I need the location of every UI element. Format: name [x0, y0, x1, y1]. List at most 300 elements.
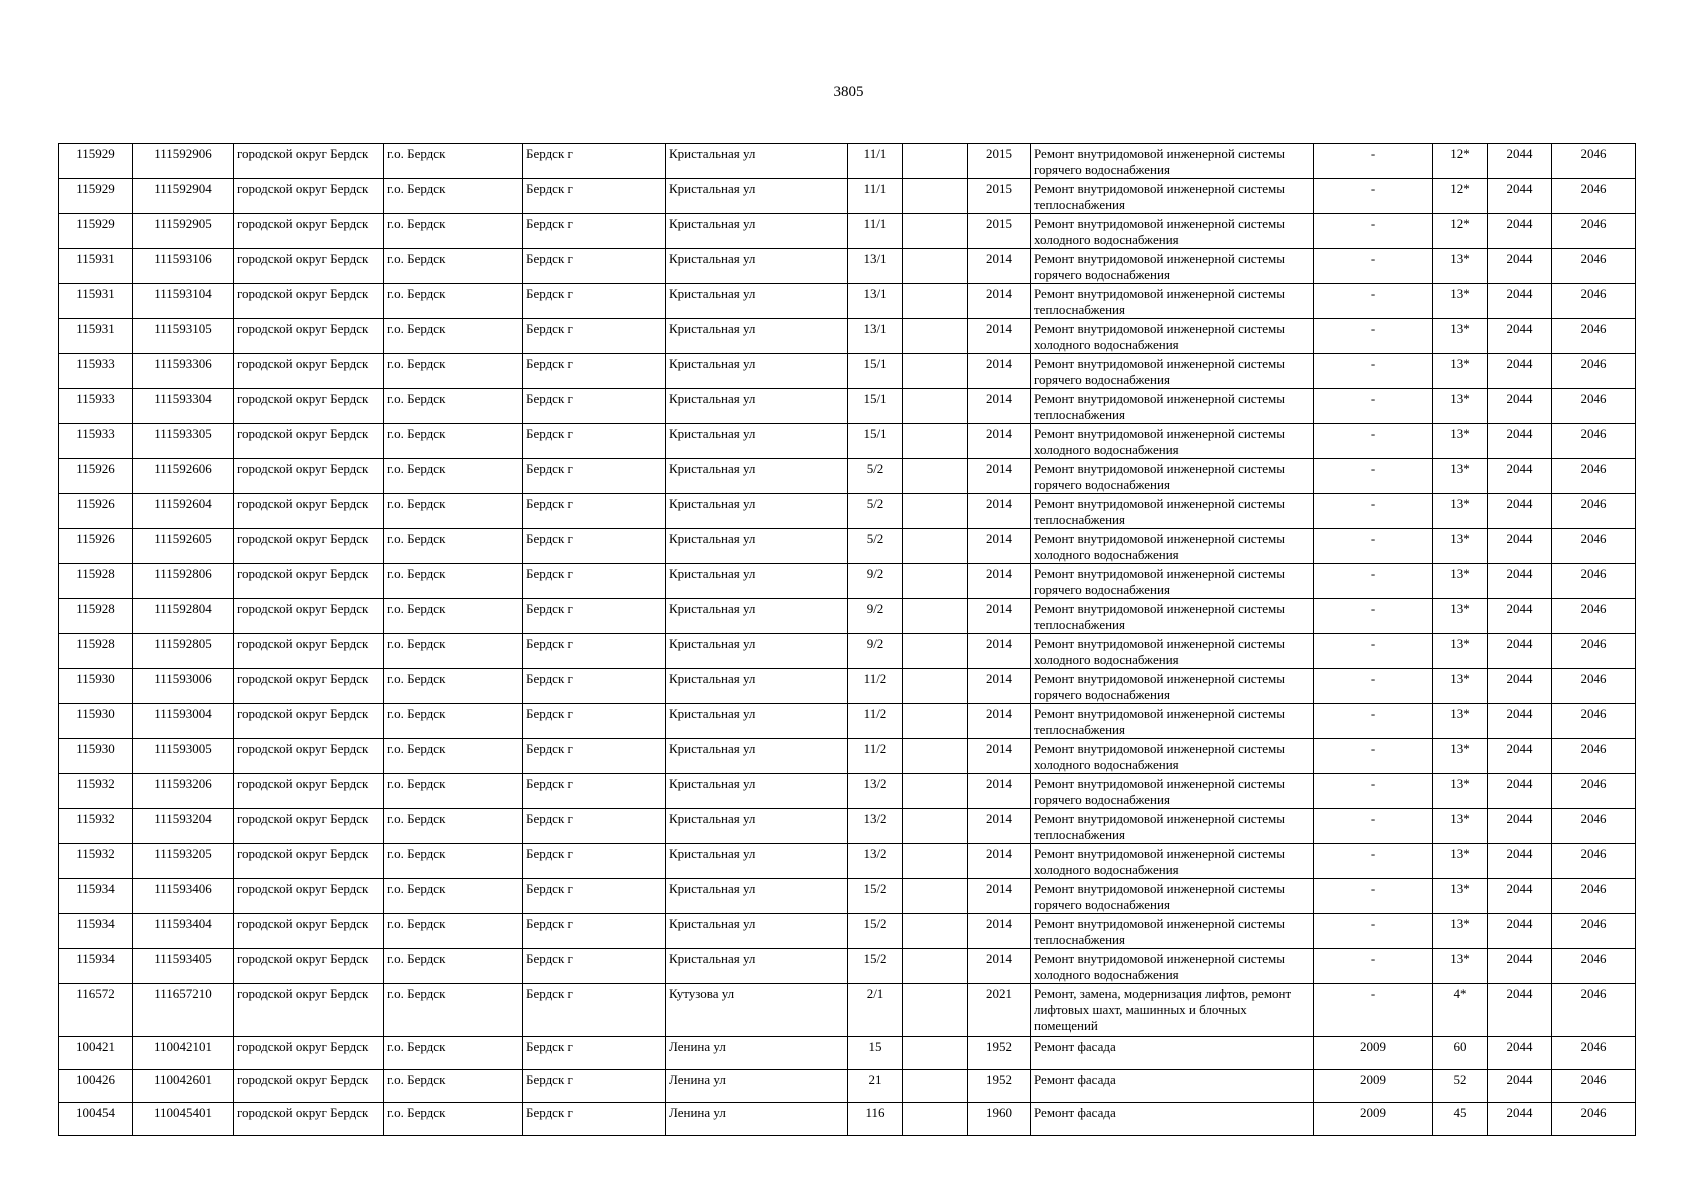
district-cell: г.о. Бердск	[384, 599, 523, 634]
house-number-cell: 5/2	[848, 459, 903, 494]
street-cell: Кристальная ул	[666, 319, 848, 354]
empty-cell	[903, 669, 968, 704]
build-year-cell: 2014	[968, 319, 1031, 354]
table-row	[59, 214, 1636, 249]
wear-cell: 13*	[1433, 494, 1488, 529]
table-row	[59, 284, 1636, 319]
end-year-cell: 2046	[1552, 319, 1636, 354]
object-id-cell: 111592604	[133, 494, 234, 529]
empty-cell	[903, 319, 968, 354]
empty-cell	[903, 564, 968, 599]
house-number-cell: 15/1	[848, 424, 903, 459]
work-type-cell: Ремонт внутридомовой инженерной системы теплоснабжения	[1031, 389, 1314, 424]
district-cell: г.о. Бердск	[384, 914, 523, 949]
last-repair-year-cell: -	[1314, 739, 1433, 774]
house-number-cell: 5/2	[848, 494, 903, 529]
wear-cell: 13*	[1433, 949, 1488, 984]
settlement-cell: Бердск г	[523, 354, 666, 389]
table-body	[59, 144, 1636, 1136]
record-id-cell: 115929	[59, 214, 133, 249]
start-year-cell: 2044	[1488, 179, 1552, 214]
record-id-cell: 115926	[59, 529, 133, 564]
municipality-cell: городской округ Бердск	[234, 774, 384, 809]
object-id-cell: 111593206	[133, 774, 234, 809]
repair-schedule-table	[58, 143, 1636, 1136]
end-year-cell: 2046	[1552, 1037, 1636, 1070]
empty-cell	[903, 774, 968, 809]
object-id-cell: 111593006	[133, 669, 234, 704]
district-cell: г.о. Бердск	[384, 1037, 523, 1070]
street-cell: Кристальная ул	[666, 284, 848, 319]
start-year-cell: 2044	[1488, 214, 1552, 249]
wear-cell: 13*	[1433, 389, 1488, 424]
empty-cell	[903, 739, 968, 774]
end-year-cell: 2046	[1552, 459, 1636, 494]
work-type-cell: Ремонт внутридомовой инженерной системы теплоснабжения	[1031, 494, 1314, 529]
object-id-cell: 111593005	[133, 739, 234, 774]
end-year-cell: 2046	[1552, 704, 1636, 739]
start-year-cell: 2044	[1488, 984, 1552, 1037]
street-cell: Кристальная ул	[666, 774, 848, 809]
settlement-cell: Бердск г	[523, 599, 666, 634]
object-id-cell: 110042101	[133, 1037, 234, 1070]
house-number-cell: 13/2	[848, 844, 903, 879]
municipality-cell: городской округ Бердск	[234, 984, 384, 1037]
wear-cell: 13*	[1433, 599, 1488, 634]
table-row	[59, 529, 1636, 564]
object-id-cell: 111593106	[133, 249, 234, 284]
work-type-cell: Ремонт фасада	[1031, 1037, 1314, 1070]
settlement-cell: Бердск г	[523, 844, 666, 879]
start-year-cell: 2044	[1488, 844, 1552, 879]
street-cell: Кристальная ул	[666, 669, 848, 704]
district-cell: г.о. Бердск	[384, 739, 523, 774]
work-type-cell: Ремонт внутридомовой инженерной системы теплоснабжения	[1031, 704, 1314, 739]
house-number-cell: 5/2	[848, 529, 903, 564]
build-year-cell: 2014	[968, 354, 1031, 389]
wear-cell: 13*	[1433, 459, 1488, 494]
build-year-cell: 2014	[968, 634, 1031, 669]
end-year-cell: 2046	[1552, 634, 1636, 669]
end-year-cell: 2046	[1552, 809, 1636, 844]
table-row	[59, 424, 1636, 459]
end-year-cell: 2046	[1552, 179, 1636, 214]
record-id-cell: 115928	[59, 564, 133, 599]
street-cell: Кристальная ул	[666, 354, 848, 389]
wear-cell: 13*	[1433, 249, 1488, 284]
start-year-cell: 2044	[1488, 879, 1552, 914]
build-year-cell: 2014	[968, 389, 1031, 424]
object-id-cell: 110045401	[133, 1103, 234, 1136]
empty-cell	[903, 1103, 968, 1136]
table-row	[59, 669, 1636, 704]
record-id-cell: 115934	[59, 879, 133, 914]
last-repair-year-cell: -	[1314, 599, 1433, 634]
settlement-cell: Бердск г	[523, 389, 666, 424]
work-type-cell: Ремонт внутридомовой инженерной системы холодного водоснабжения	[1031, 214, 1314, 249]
district-cell: г.о. Бердск	[384, 1103, 523, 1136]
start-year-cell: 2044	[1488, 284, 1552, 319]
work-type-cell: Ремонт внутридомовой инженерной системы горячего водоснабжения	[1031, 879, 1314, 914]
end-year-cell: 2046	[1552, 669, 1636, 704]
work-type-cell: Ремонт внутридомовой инженерной системы горячего водоснабжения	[1031, 669, 1314, 704]
start-year-cell: 2044	[1488, 739, 1552, 774]
municipality-cell: городской округ Бердск	[234, 529, 384, 564]
street-cell: Кристальная ул	[666, 389, 848, 424]
object-id-cell: 110042601	[133, 1070, 234, 1103]
house-number-cell: 9/2	[848, 634, 903, 669]
street-cell: Ленина ул	[666, 1103, 848, 1136]
street-cell: Кристальная ул	[666, 949, 848, 984]
settlement-cell: Бердск г	[523, 1103, 666, 1136]
build-year-cell: 2014	[968, 284, 1031, 319]
district-cell: г.о. Бердск	[384, 1070, 523, 1103]
municipality-cell: городской округ Бердск	[234, 844, 384, 879]
work-type-cell: Ремонт внутридомовой инженерной системы холодного водоснабжения	[1031, 424, 1314, 459]
object-id-cell: 111593406	[133, 879, 234, 914]
page-number: 3805	[833, 84, 864, 100]
work-type-cell: Ремонт фасада	[1031, 1103, 1314, 1136]
build-year-cell: 2014	[968, 809, 1031, 844]
table-row	[59, 494, 1636, 529]
object-id-cell: 111593306	[133, 354, 234, 389]
last-repair-year-cell: -	[1314, 774, 1433, 809]
empty-cell	[903, 214, 968, 249]
wear-cell: 13*	[1433, 424, 1488, 459]
build-year-cell: 2014	[968, 249, 1031, 284]
table-row	[59, 739, 1636, 774]
wear-cell: 13*	[1433, 284, 1488, 319]
settlement-cell: Бердск г	[523, 739, 666, 774]
start-year-cell: 2044	[1488, 704, 1552, 739]
settlement-cell: Бердск г	[523, 949, 666, 984]
municipality-cell: городской округ Бердск	[234, 1103, 384, 1136]
record-id-cell: 115930	[59, 739, 133, 774]
wear-cell: 60	[1433, 1037, 1488, 1070]
table-row	[59, 389, 1636, 424]
table-row	[59, 634, 1636, 669]
end-year-cell: 2046	[1552, 284, 1636, 319]
wear-cell: 13*	[1433, 739, 1488, 774]
street-cell: Кристальная ул	[666, 739, 848, 774]
start-year-cell: 2044	[1488, 669, 1552, 704]
street-cell: Кристальная ул	[666, 599, 848, 634]
record-id-cell: 115932	[59, 844, 133, 879]
empty-cell	[903, 599, 968, 634]
work-type-cell: Ремонт внутридомовой инженерной системы горячего водоснабжения	[1031, 144, 1314, 179]
end-year-cell: 2046	[1552, 844, 1636, 879]
house-number-cell: 13/2	[848, 809, 903, 844]
table-row	[59, 564, 1636, 599]
record-id-cell: 115926	[59, 494, 133, 529]
table-row	[59, 249, 1636, 284]
municipality-cell: городской округ Бердск	[234, 1070, 384, 1103]
start-year-cell: 2044	[1488, 1037, 1552, 1070]
start-year-cell: 2044	[1488, 634, 1552, 669]
start-year-cell: 2044	[1488, 354, 1552, 389]
street-cell: Кристальная ул	[666, 914, 848, 949]
district-cell: г.о. Бердск	[384, 809, 523, 844]
district-cell: г.о. Бердск	[384, 144, 523, 179]
municipality-cell: городской округ Бердск	[234, 704, 384, 739]
start-year-cell: 2044	[1488, 1070, 1552, 1103]
end-year-cell: 2046	[1552, 249, 1636, 284]
empty-cell	[903, 984, 968, 1037]
street-cell: Кристальная ул	[666, 494, 848, 529]
last-repair-year-cell: -	[1314, 704, 1433, 739]
house-number-cell: 2/1	[848, 984, 903, 1037]
last-repair-year-cell: -	[1314, 214, 1433, 249]
last-repair-year-cell: 2009	[1314, 1103, 1433, 1136]
house-number-cell: 15	[848, 1037, 903, 1070]
municipality-cell: городской округ Бердск	[234, 319, 384, 354]
last-repair-year-cell: -	[1314, 249, 1433, 284]
empty-cell	[903, 809, 968, 844]
empty-cell	[903, 144, 968, 179]
record-id-cell: 115929	[59, 144, 133, 179]
table-row	[59, 914, 1636, 949]
work-type-cell: Ремонт внутридомовой инженерной системы горячего водоснабжения	[1031, 564, 1314, 599]
table-row	[59, 949, 1636, 984]
record-id-cell: 100426	[59, 1070, 133, 1103]
municipality-cell: городской округ Бердск	[234, 599, 384, 634]
municipality-cell: городской округ Бердск	[234, 144, 384, 179]
settlement-cell: Бердск г	[523, 914, 666, 949]
end-year-cell: 2046	[1552, 774, 1636, 809]
settlement-cell: Бердск г	[523, 214, 666, 249]
start-year-cell: 2044	[1488, 599, 1552, 634]
end-year-cell: 2046	[1552, 739, 1636, 774]
empty-cell	[903, 529, 968, 564]
build-year-cell: 1952	[968, 1070, 1031, 1103]
table-row	[59, 319, 1636, 354]
build-year-cell: 2015	[968, 179, 1031, 214]
wear-cell: 13*	[1433, 319, 1488, 354]
settlement-cell: Бердск г	[523, 1070, 666, 1103]
object-id-cell: 111592905	[133, 214, 234, 249]
empty-cell	[903, 494, 968, 529]
street-cell: Кутузова ул	[666, 984, 848, 1037]
end-year-cell: 2046	[1552, 984, 1636, 1037]
house-number-cell: 13/1	[848, 249, 903, 284]
record-id-cell: 115926	[59, 459, 133, 494]
municipality-cell: городской округ Бердск	[234, 389, 384, 424]
last-repair-year-cell: -	[1314, 319, 1433, 354]
record-id-cell: 115931	[59, 284, 133, 319]
empty-cell	[903, 704, 968, 739]
work-type-cell: Ремонт внутридомовой инженерной системы теплоснабжения	[1031, 599, 1314, 634]
build-year-cell: 2014	[968, 424, 1031, 459]
build-year-cell: 2014	[968, 599, 1031, 634]
object-id-cell: 111592904	[133, 179, 234, 214]
wear-cell: 13*	[1433, 914, 1488, 949]
start-year-cell: 2044	[1488, 319, 1552, 354]
build-year-cell: 2014	[968, 459, 1031, 494]
district-cell: г.о. Бердск	[384, 494, 523, 529]
municipality-cell: городской округ Бердск	[234, 424, 384, 459]
table-row	[59, 144, 1636, 179]
street-cell: Кристальная ул	[666, 844, 848, 879]
house-number-cell: 15/1	[848, 354, 903, 389]
work-type-cell: Ремонт внутридомовой инженерной системы холодного водоснабжения	[1031, 949, 1314, 984]
municipality-cell: городской округ Бердск	[234, 949, 384, 984]
house-number-cell: 21	[848, 1070, 903, 1103]
build-year-cell: 2014	[968, 494, 1031, 529]
end-year-cell: 2046	[1552, 389, 1636, 424]
empty-cell	[903, 354, 968, 389]
settlement-cell: Бердск г	[523, 459, 666, 494]
street-cell: Кристальная ул	[666, 529, 848, 564]
record-id-cell: 115933	[59, 389, 133, 424]
table-row	[59, 774, 1636, 809]
build-year-cell: 1952	[968, 1037, 1031, 1070]
wear-cell: 13*	[1433, 529, 1488, 564]
municipality-cell: городской округ Бердск	[234, 634, 384, 669]
municipality-cell: городской округ Бердск	[234, 564, 384, 599]
start-year-cell: 2044	[1488, 389, 1552, 424]
municipality-cell: городской округ Бердск	[234, 809, 384, 844]
house-number-cell: 13/2	[848, 774, 903, 809]
settlement-cell: Бердск г	[523, 704, 666, 739]
build-year-cell: 2014	[968, 669, 1031, 704]
street-cell: Ленина ул	[666, 1070, 848, 1103]
last-repair-year-cell: -	[1314, 809, 1433, 844]
empty-cell	[903, 179, 968, 214]
build-year-cell: 2014	[968, 879, 1031, 914]
build-year-cell: 2021	[968, 984, 1031, 1037]
last-repair-year-cell: -	[1314, 949, 1433, 984]
house-number-cell: 15/1	[848, 389, 903, 424]
municipality-cell: городской округ Бердск	[234, 354, 384, 389]
street-cell: Кристальная ул	[666, 249, 848, 284]
object-id-cell: 111657210	[133, 984, 234, 1037]
street-cell: Кристальная ул	[666, 144, 848, 179]
district-cell: г.о. Бердск	[384, 669, 523, 704]
start-year-cell: 2044	[1488, 949, 1552, 984]
last-repair-year-cell: 2009	[1314, 1070, 1433, 1103]
house-number-cell: 11/2	[848, 704, 903, 739]
table-row	[59, 704, 1636, 739]
end-year-cell: 2046	[1552, 914, 1636, 949]
settlement-cell: Бердск г	[523, 284, 666, 319]
end-year-cell: 2046	[1552, 144, 1636, 179]
street-cell: Кристальная ул	[666, 809, 848, 844]
house-number-cell: 11/1	[848, 179, 903, 214]
work-type-cell: Ремонт внутридомовой инженерной системы теплоснабжения	[1031, 809, 1314, 844]
record-id-cell: 115931	[59, 319, 133, 354]
start-year-cell: 2044	[1488, 424, 1552, 459]
object-id-cell: 111593204	[133, 809, 234, 844]
empty-cell	[903, 284, 968, 319]
object-id-cell: 111593004	[133, 704, 234, 739]
table-row	[59, 1103, 1636, 1136]
work-type-cell: Ремонт внутридомовой инженерной системы теплоснабжения	[1031, 914, 1314, 949]
street-cell: Кристальная ул	[666, 214, 848, 249]
last-repair-year-cell: -	[1314, 914, 1433, 949]
street-cell: Ленина ул	[666, 1037, 848, 1070]
wear-cell: 4*	[1433, 984, 1488, 1037]
empty-cell	[903, 914, 968, 949]
empty-cell	[903, 249, 968, 284]
district-cell: г.о. Бердск	[384, 284, 523, 319]
settlement-cell: Бердск г	[523, 319, 666, 354]
start-year-cell: 2044	[1488, 144, 1552, 179]
last-repair-year-cell: -	[1314, 529, 1433, 564]
house-number-cell: 9/2	[848, 599, 903, 634]
settlement-cell: Бердск г	[523, 529, 666, 564]
record-id-cell: 115930	[59, 704, 133, 739]
end-year-cell: 2046	[1552, 599, 1636, 634]
object-id-cell: 111592605	[133, 529, 234, 564]
object-id-cell: 111593305	[133, 424, 234, 459]
municipality-cell: городской округ Бердск	[234, 494, 384, 529]
table-row	[59, 459, 1636, 494]
settlement-cell: Бердск г	[523, 179, 666, 214]
object-id-cell: 111592804	[133, 599, 234, 634]
work-type-cell: Ремонт внутридомовой инженерной системы холодного водоснабжения	[1031, 529, 1314, 564]
work-type-cell: Ремонт внутридомовой инженерной системы холодного водоснабжения	[1031, 319, 1314, 354]
record-id-cell: 115931	[59, 249, 133, 284]
end-year-cell: 2046	[1552, 879, 1636, 914]
district-cell: г.о. Бердск	[384, 389, 523, 424]
wear-cell: 13*	[1433, 634, 1488, 669]
record-id-cell: 100421	[59, 1037, 133, 1070]
end-year-cell: 2046	[1552, 529, 1636, 564]
settlement-cell: Бердск г	[523, 564, 666, 599]
district-cell: г.о. Бердск	[384, 319, 523, 354]
table-row	[59, 1070, 1636, 1103]
street-cell: Кристальная ул	[666, 879, 848, 914]
table-row	[59, 1037, 1636, 1070]
record-id-cell: 115930	[59, 669, 133, 704]
build-year-cell: 1960	[968, 1103, 1031, 1136]
municipality-cell: городской округ Бердск	[234, 284, 384, 319]
start-year-cell: 2044	[1488, 809, 1552, 844]
build-year-cell: 2014	[968, 774, 1031, 809]
wear-cell: 12*	[1433, 144, 1488, 179]
record-id-cell: 115932	[59, 774, 133, 809]
district-cell: г.о. Бердск	[384, 529, 523, 564]
last-repair-year-cell: -	[1314, 669, 1433, 704]
work-type-cell: Ремонт внутридомовой инженерной системы горячего водоснабжения	[1031, 459, 1314, 494]
wear-cell: 52	[1433, 1070, 1488, 1103]
wear-cell: 13*	[1433, 354, 1488, 389]
settlement-cell: Бердск г	[523, 984, 666, 1037]
wear-cell: 13*	[1433, 809, 1488, 844]
settlement-cell: Бердск г	[523, 424, 666, 459]
last-repair-year-cell: -	[1314, 879, 1433, 914]
settlement-cell: Бердск г	[523, 249, 666, 284]
record-id-cell: 115929	[59, 179, 133, 214]
build-year-cell: 2014	[968, 564, 1031, 599]
empty-cell	[903, 949, 968, 984]
street-cell: Кристальная ул	[666, 634, 848, 669]
work-type-cell: Ремонт внутридомовой инженерной системы холодного водоснабжения	[1031, 634, 1314, 669]
last-repair-year-cell: -	[1314, 354, 1433, 389]
district-cell: г.о. Бердск	[384, 179, 523, 214]
work-type-cell: Ремонт внутридомовой инженерной системы горячего водоснабжения	[1031, 774, 1314, 809]
settlement-cell: Бердск г	[523, 144, 666, 179]
municipality-cell: городской округ Бердск	[234, 739, 384, 774]
last-repair-year-cell: -	[1314, 564, 1433, 599]
object-id-cell: 111593205	[133, 844, 234, 879]
record-id-cell: 115928	[59, 634, 133, 669]
record-id-cell: 115933	[59, 424, 133, 459]
last-repair-year-cell: 2009	[1314, 1037, 1433, 1070]
empty-cell	[903, 844, 968, 879]
district-cell: г.о. Бердск	[384, 424, 523, 459]
house-number-cell: 15/2	[848, 914, 903, 949]
